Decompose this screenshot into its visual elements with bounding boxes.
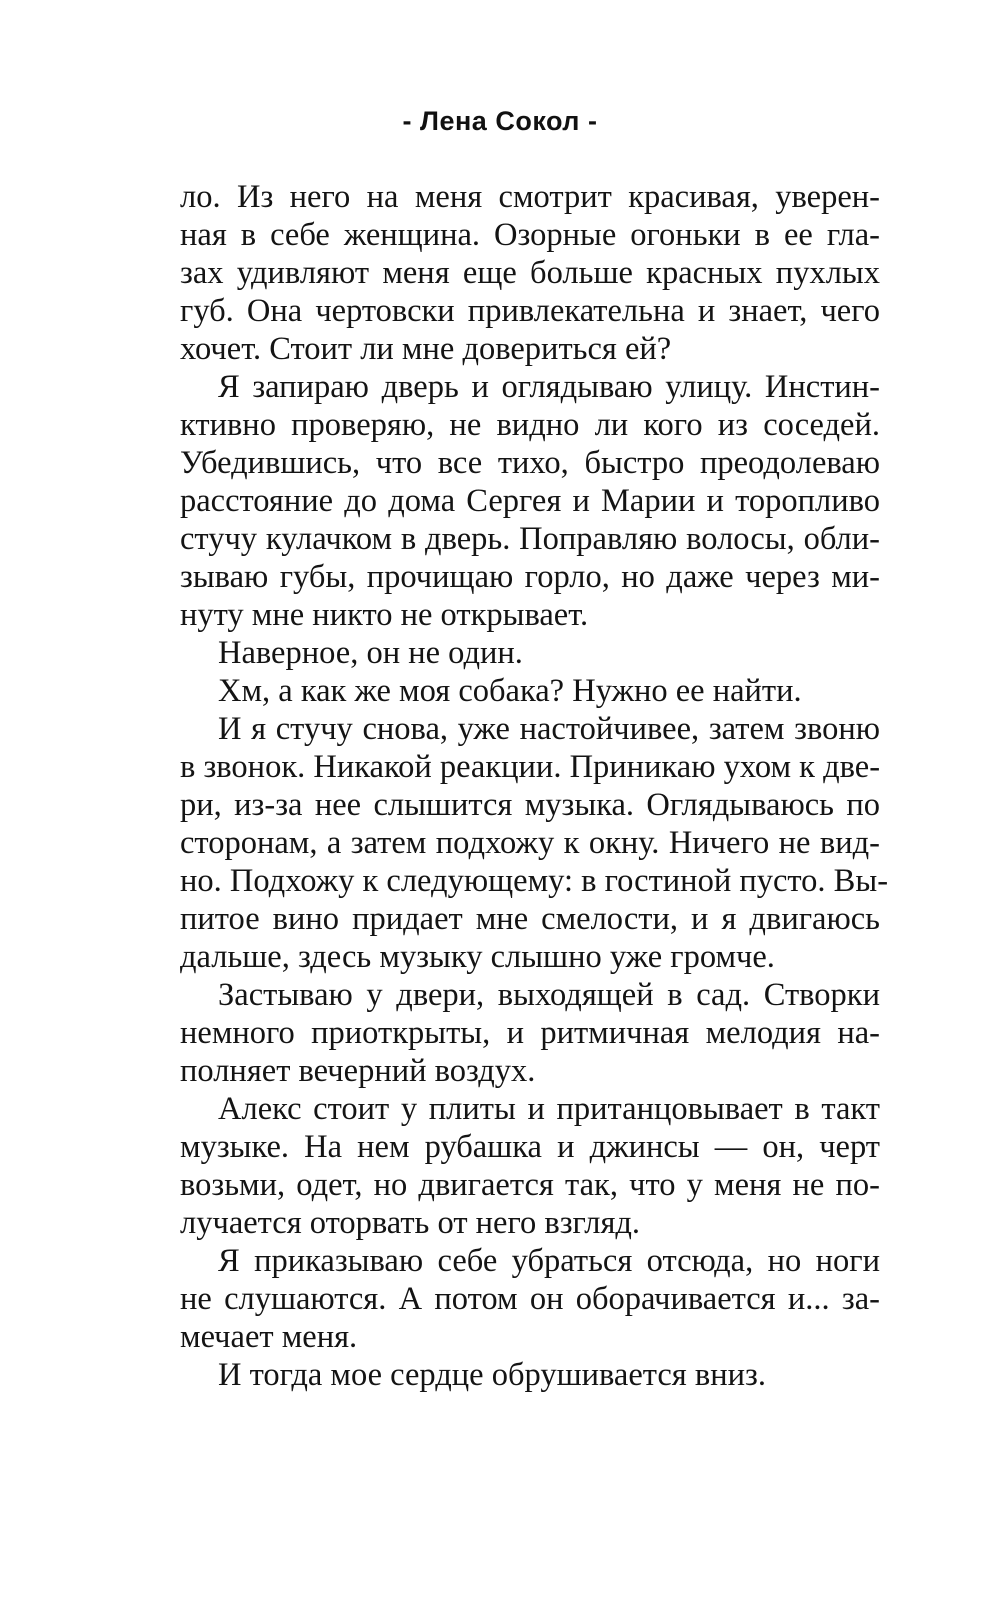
text-line: в звонок. Никакой реакции. Приникаю ухом к две-: [180, 749, 881, 785]
text-line: ктивно проверяю, не видно ли кого из соседей.: [180, 407, 880, 443]
text-line: ло. Из него на меня смотрит красивая, уверен-: [180, 179, 880, 215]
text-line: ная в себе женщина. Озорные огоньки в ее гла-: [180, 217, 880, 253]
text-line: сторонам, а затем подхожу к окну. Ничего не вид-: [180, 825, 880, 861]
text-line: возьми, одет, но двигается так, что у меня не по-: [180, 1167, 880, 1203]
text-line: стучу кулачком в дверь. Поправляю волосы, обли-: [180, 521, 880, 557]
text-line: дальше, здесь музыку слышно уже громче.: [180, 939, 775, 975]
text-line: Я приказываю себе убраться отсюда, но ноги: [218, 1243, 880, 1279]
text-line: лучается оторвать от него взгляд.: [180, 1205, 641, 1241]
text-line: нуту мне никто не открывает.: [180, 597, 589, 633]
running-head: - Лена Сокол -: [402, 106, 598, 136]
text-line: Наверное, он не один.: [218, 635, 523, 671]
body-text: [180, 178, 889, 1394]
text-line: немного приоткрыты, и ритмичная мелодия на-: [180, 1015, 880, 1051]
text-line: И я стучу снова, уже настойчивее, затем звоню: [218, 711, 880, 747]
text-line: зываю губы, прочищаю горло, но даже через ми-: [180, 559, 880, 595]
text-line: И тогда мое сердце обрушивается вниз.: [218, 1357, 766, 1393]
text-line: питое вино придает мне смелости, и я двигаюсь: [180, 901, 880, 937]
text-line: полняет вечерний воздух.: [180, 1053, 536, 1089]
text-line: зах удивляют меня еще больше красных пухлых: [180, 255, 880, 291]
text-line: хочет. Стоит ли мне довериться ей?: [180, 331, 672, 367]
text-line: музыке. На нем рубашка и джинсы — он, черт: [180, 1129, 880, 1165]
text-line: Убедившись, что все тихо, быстро преодолеваю: [180, 445, 880, 481]
text-line: ри, из-за нее слышится музыка. Оглядываюсь по: [180, 787, 880, 823]
text-line: Застываю у двери, выходящей в сад. Створки: [218, 977, 880, 1013]
text-line: Алекс стоит у плиты и пританцовывает в такт: [218, 1091, 880, 1127]
text-line: Я запираю дверь и оглядываю улицу. Инстин-: [218, 369, 880, 405]
text-line: не слушаются. А потом он оборачивается и... за-: [180, 1281, 880, 1317]
text-line: губ. Она чертовски привлекательна и знает, чего: [180, 293, 880, 329]
text-line: расстояние до дома Сергея и Марии и торопливо: [180, 483, 880, 519]
text-line: Хм, а как же моя собака? Нужно ее найти.: [218, 673, 802, 709]
text-line: но. Подхожу к следующему: в гостиной пусто. Вы-: [180, 863, 889, 899]
text-line: мечает меня.: [180, 1319, 358, 1355]
